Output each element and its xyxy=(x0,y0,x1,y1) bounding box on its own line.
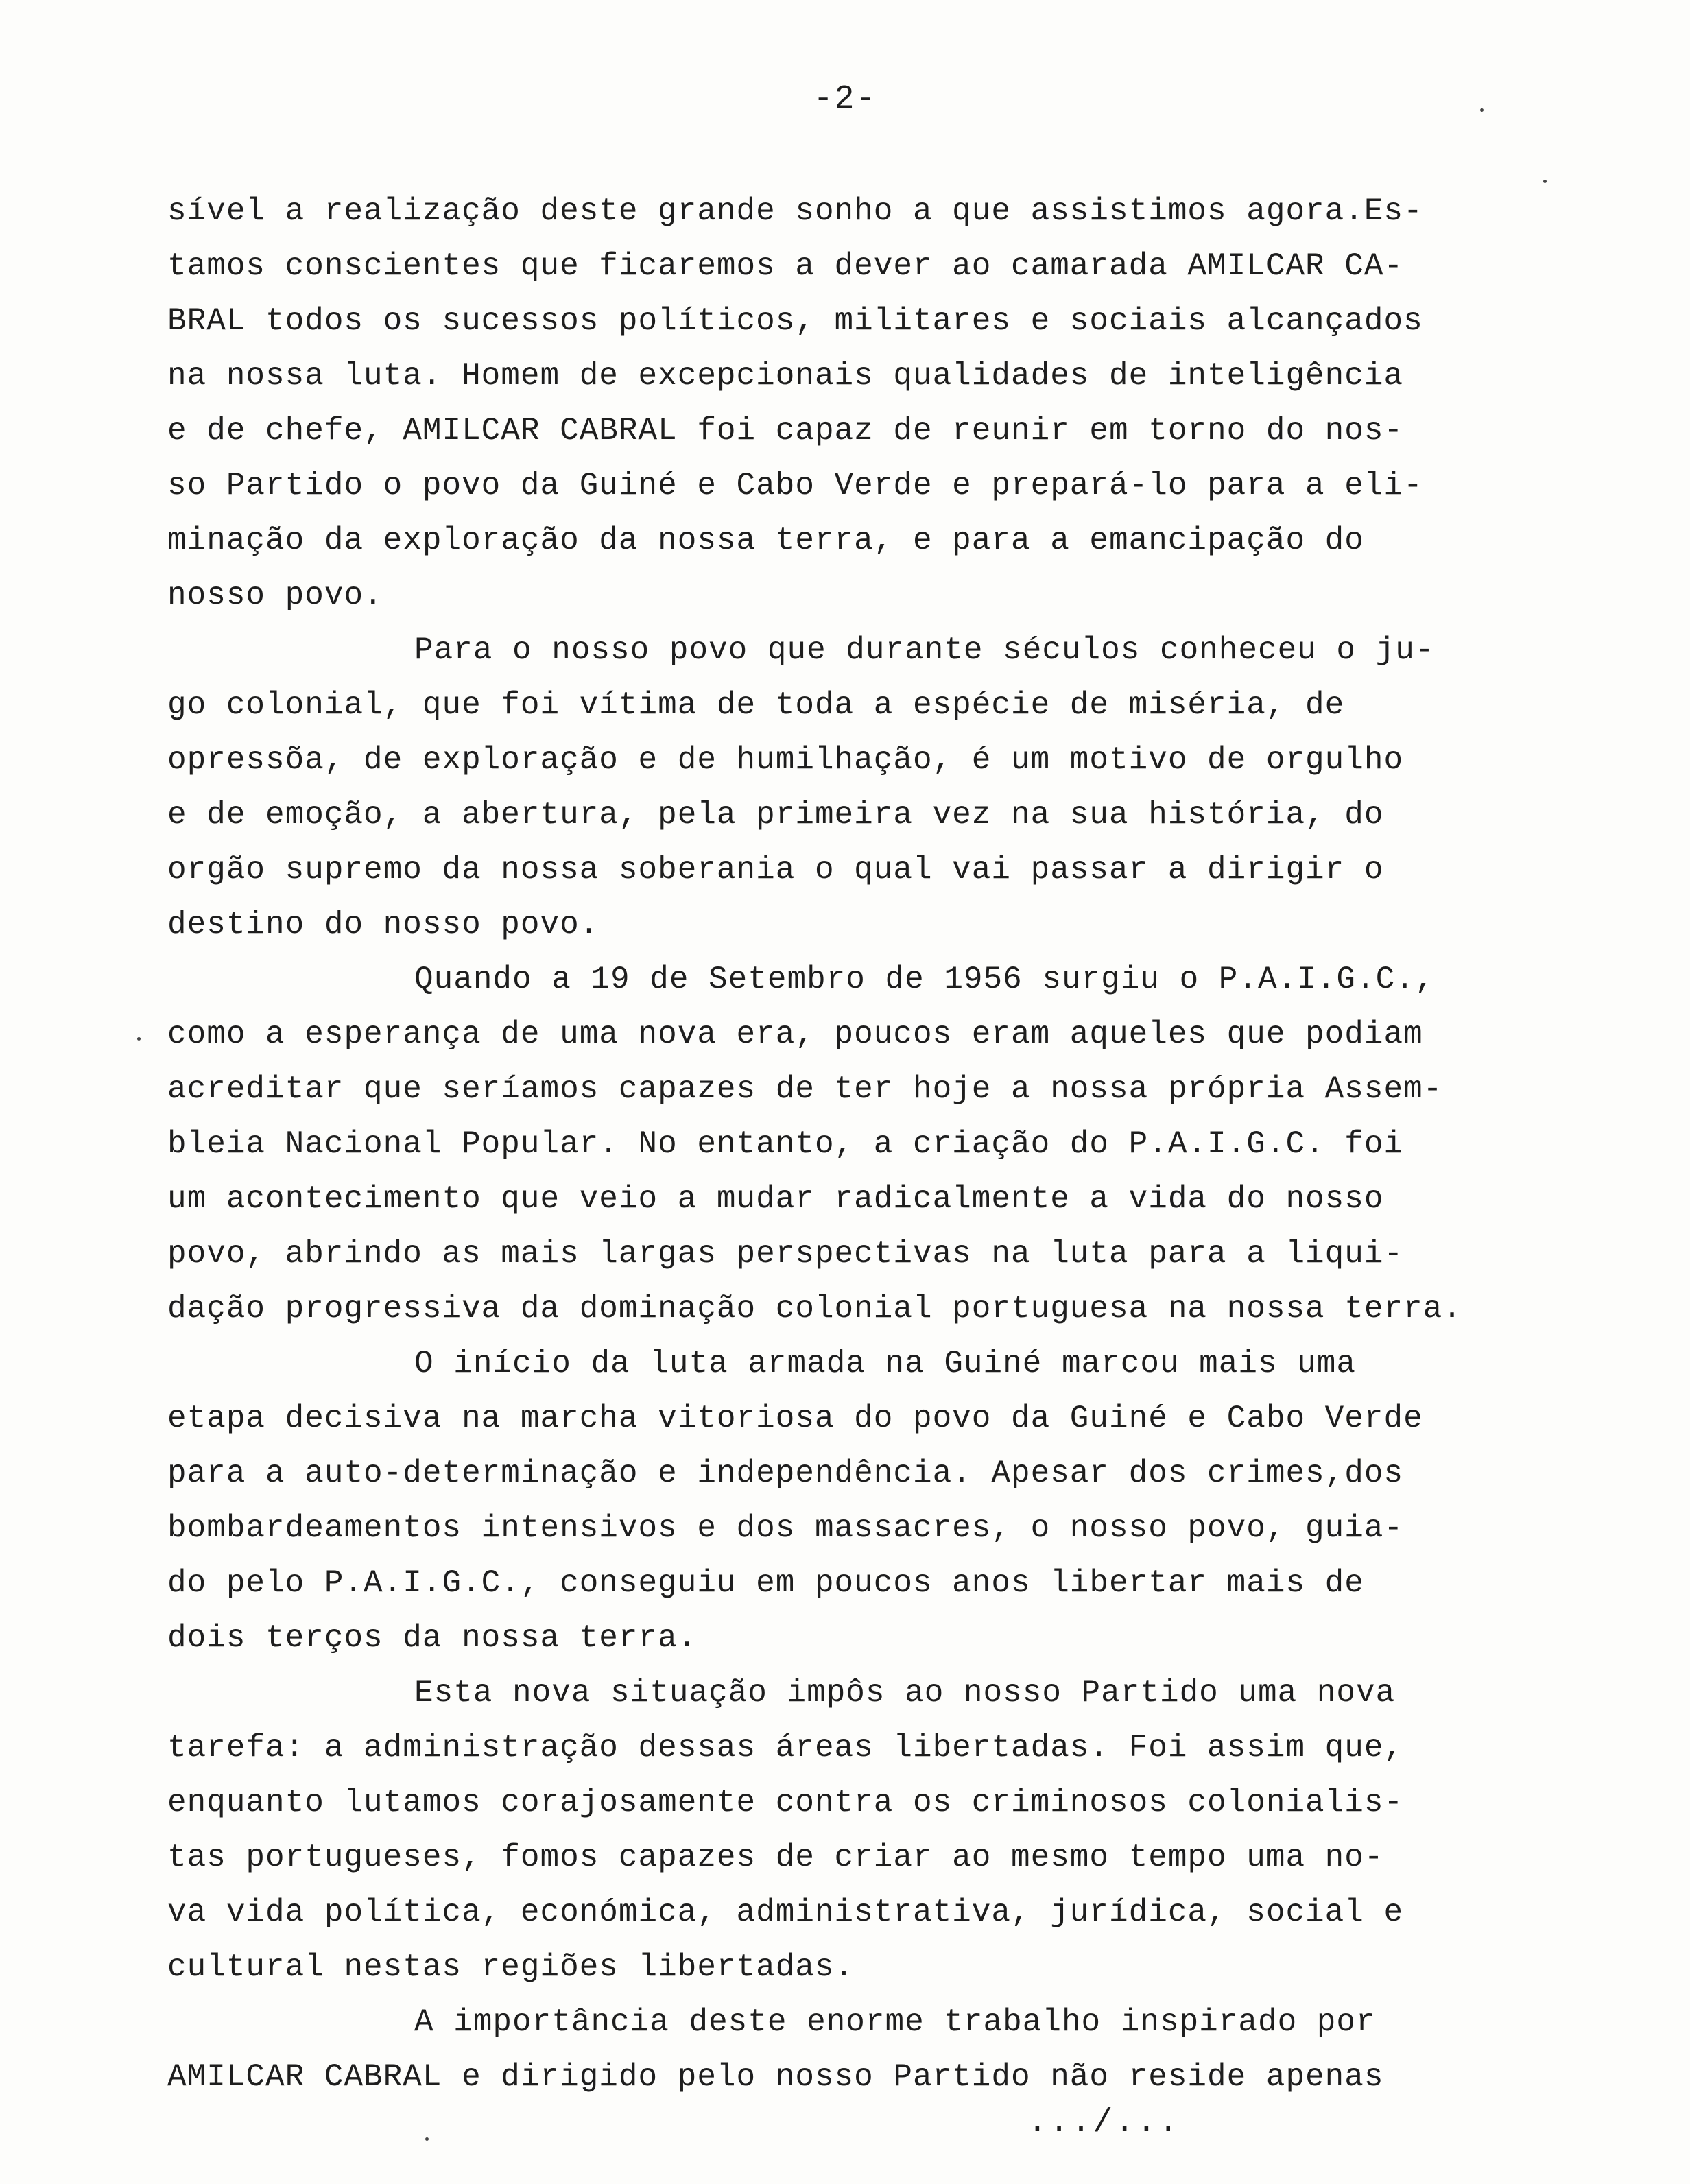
scan-speck xyxy=(1543,180,1547,183)
scan-speck xyxy=(137,1037,141,1041)
text-line: um acontecimento que veio a mudar radicalmente a vida do nosso xyxy=(167,1181,1384,1217)
text-line: tas portugueses, fomos capazes de criar ao mesmo tempo uma no- xyxy=(167,1840,1384,1875)
text-line: Esta nova situação impôs ao nosso Partido uma nova xyxy=(414,1675,1396,1711)
text-line: povo, abrindo as mais largas perspectivas na luta para a liqui- xyxy=(167,1236,1404,1272)
text-line: dois terços da nossa terra. xyxy=(167,1620,698,1656)
text-line: so Partido o povo da Guiné e Cabo Verde e prepará-lo para a eli- xyxy=(167,468,1423,503)
text-line: acreditar que seríamos capazes de ter hoje a nossa própria Assem- xyxy=(167,1071,1443,1107)
text-line: tarefa: a administração dessas áreas libertadas. Foi assim que, xyxy=(167,1730,1404,1766)
text-line: Para o nosso povo que durante séculos conheceu o ju- xyxy=(414,632,1435,668)
page-number: -2- xyxy=(813,81,877,118)
text-line: go colonial, que foi vítima de toda a espécie de miséria, de xyxy=(167,687,1345,723)
paragraph xyxy=(167,1995,1498,2104)
text-line: sível a realização deste grande sonho a que assistimos agora.Es- xyxy=(167,193,1423,229)
document-body xyxy=(167,184,1498,2104)
paragraph xyxy=(167,623,1498,952)
paragraph xyxy=(167,952,1498,1336)
paragraph xyxy=(167,1336,1498,1665)
scan-speck xyxy=(1480,108,1484,112)
text-line: A importância deste enorme trabalho inspirado por xyxy=(414,2004,1376,2040)
text-line: bombardeamentos intensivos e dos massacres, o nosso povo, guia- xyxy=(167,1510,1404,1546)
text-line: na nossa luta. Homem de excepcionais qualidades de inteligência xyxy=(167,358,1404,394)
text-line: cultural nestas regiões libertadas. xyxy=(167,1949,855,1985)
text-line: O início da luta armada na Guiné marcou mais uma xyxy=(414,1346,1357,1381)
text-line: enquanto lutamos corajosamente contra os criminosos colonialis- xyxy=(167,1785,1404,1820)
text-line: bleia Nacional Popular. No entanto, a criação do P.A.I.G.C. foi xyxy=(167,1126,1404,1162)
paragraph xyxy=(167,1665,1498,1995)
text-line: opressõa, de exploração e de humilhação, é um motivo de orgulho xyxy=(167,742,1404,778)
text-line: do pelo P.A.I.G.C., conseguiu em poucos anos libertar mais de xyxy=(167,1565,1364,1601)
text-line: destino do nosso povo. xyxy=(167,907,599,942)
text-line: tamos conscientes que ficaremos a dever ao camarada AMILCAR CA- xyxy=(167,248,1404,284)
scan-speck xyxy=(425,2137,429,2141)
text-line: Quando a 19 de Setembro de 1956 surgiu o P.A.I.G.C., xyxy=(414,962,1435,997)
text-line: orgão supremo da nossa soberania o qual vai passar a dirigir o xyxy=(167,852,1384,888)
text-line: BRAL todos os sucessos políticos, militares e sociais alcançados xyxy=(167,303,1423,339)
paragraph xyxy=(167,184,1498,623)
text-line: etapa decisiva na marcha vitoriosa do povo da Guiné e Cabo Verde xyxy=(167,1401,1423,1436)
text-line: e de chefe, AMILCAR CABRAL foi capaz de reunir em torno do nos- xyxy=(167,413,1404,449)
text-line: AMILCAR CABRAL e dirigido pelo nosso Partido não reside apenas xyxy=(167,2059,1384,2095)
continuation-mark: .../... xyxy=(1027,2104,1180,2141)
text-line: para a auto-determinação e independência. Apesar dos crimes,dos xyxy=(167,1456,1404,1491)
text-line: dação progressiva da dominação colonial portuguesa na nossa terra. xyxy=(167,1291,1462,1327)
text-line: minação da exploração da nossa terra, e para a emancipação do xyxy=(167,523,1364,558)
text-line: e de emoção, a abertura, pela primeira vez na sua história, do xyxy=(167,797,1384,833)
text-line: como a esperança de uma nova era, poucos eram aqueles que podiam xyxy=(167,1017,1423,1052)
text-line: nosso povo. xyxy=(167,578,383,613)
text-line: va vida política, económica, administrativa, jurídica, social e xyxy=(167,1895,1404,1930)
